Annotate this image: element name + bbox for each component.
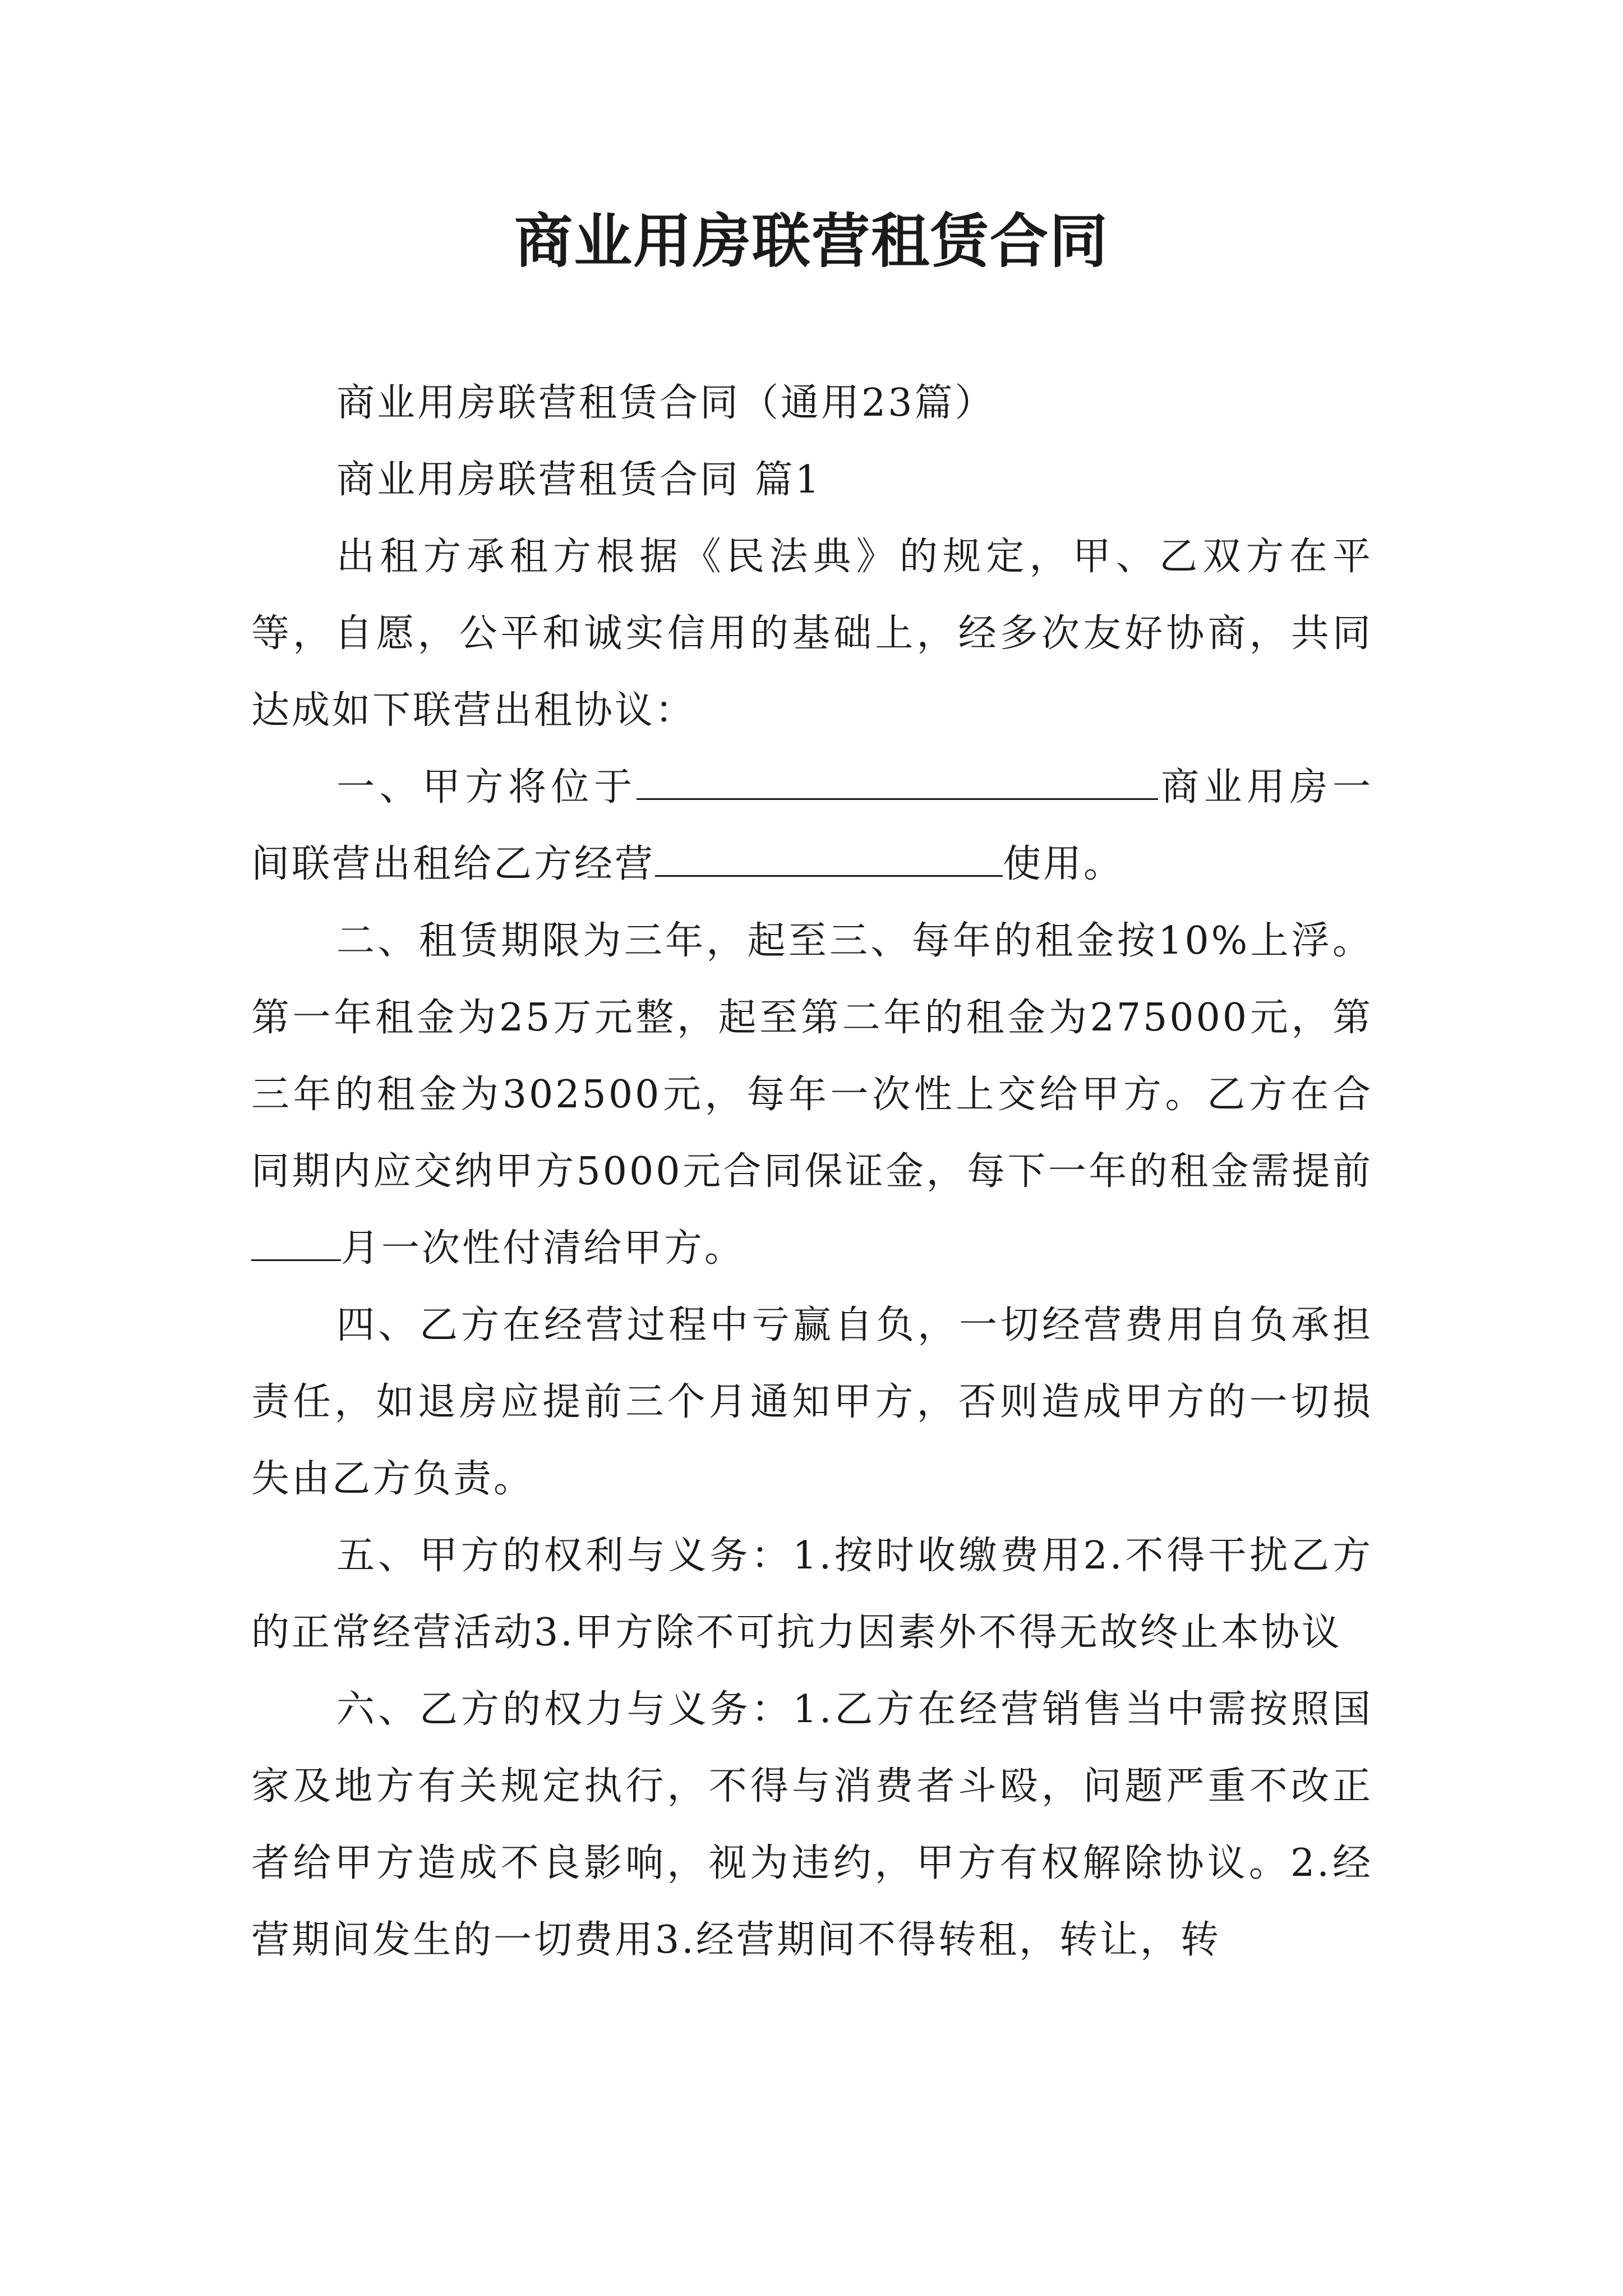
clause-2 — [251, 903, 1373, 1287]
clause-2-text-a: 二、租赁期限为三年，起至三、每年的租金按10%上浮。第一年租金为25万元整，起至第二年的租金为275000元，第三年的租金为302500元，每年一次性上交给甲方。乙方在合同期内应交纳甲方5000元合同保证金，每下一年的租金需提前 — [251, 919, 1373, 1194]
section-heading: 商业用房联营租赁合同 篇1 — [336, 458, 822, 502]
clause-2-text-b: 月一次性付清给甲方。 — [341, 1226, 745, 1271]
business-blank — [655, 841, 1003, 877]
intro-paragraph: 出租方承租方根据《民法典》的规定，甲、乙双方在平等，自愿，公平和诚实信用的基础上，经多次友好协商，共同达成如下联营出租协议： — [251, 535, 1373, 733]
clause-1-text-c: 使用。 — [1003, 842, 1124, 886]
clause-1 — [251, 749, 1373, 903]
document-subtitle: 商业用房联营租赁合同（通用23篇） — [336, 381, 995, 425]
clause-1-text-a: 一、甲方将位于 — [336, 765, 637, 809]
document-body — [251, 365, 1373, 1978]
months-blank — [251, 1226, 341, 1261]
document-title: 商业用房联营租赁合同 — [514, 207, 1109, 275]
clause-6: 六、乙方的权力与义务：1.乙方在经营销售当中需按照国家及地方有关规定执行，不得与消费者斗殴，问题严重不改正者给甲方造成不良影响，视为违约，甲方有权解除协议。2.经营期间发生的一切费用3.经营期间不得转租，转让，转 — [251, 1687, 1373, 1962]
clause-4: 四、乙方在经营过程中亏赢自负，一切经营费用自负承担责任，如退房应提前三个月通知甲方，否则造成甲方的一切损失由乙方负责。 — [251, 1303, 1373, 1501]
clause-5: 五、甲方的权利与义务：1.按时收缴费用2.不得干扰乙方的正常经营活动3.甲方除不可抗力因素外不得无故终止本协议 — [251, 1534, 1373, 1655]
location-blank — [637, 765, 1158, 800]
clause-1-text-b: 商业用房一间联营出租给乙方经营 — [251, 765, 1373, 886]
